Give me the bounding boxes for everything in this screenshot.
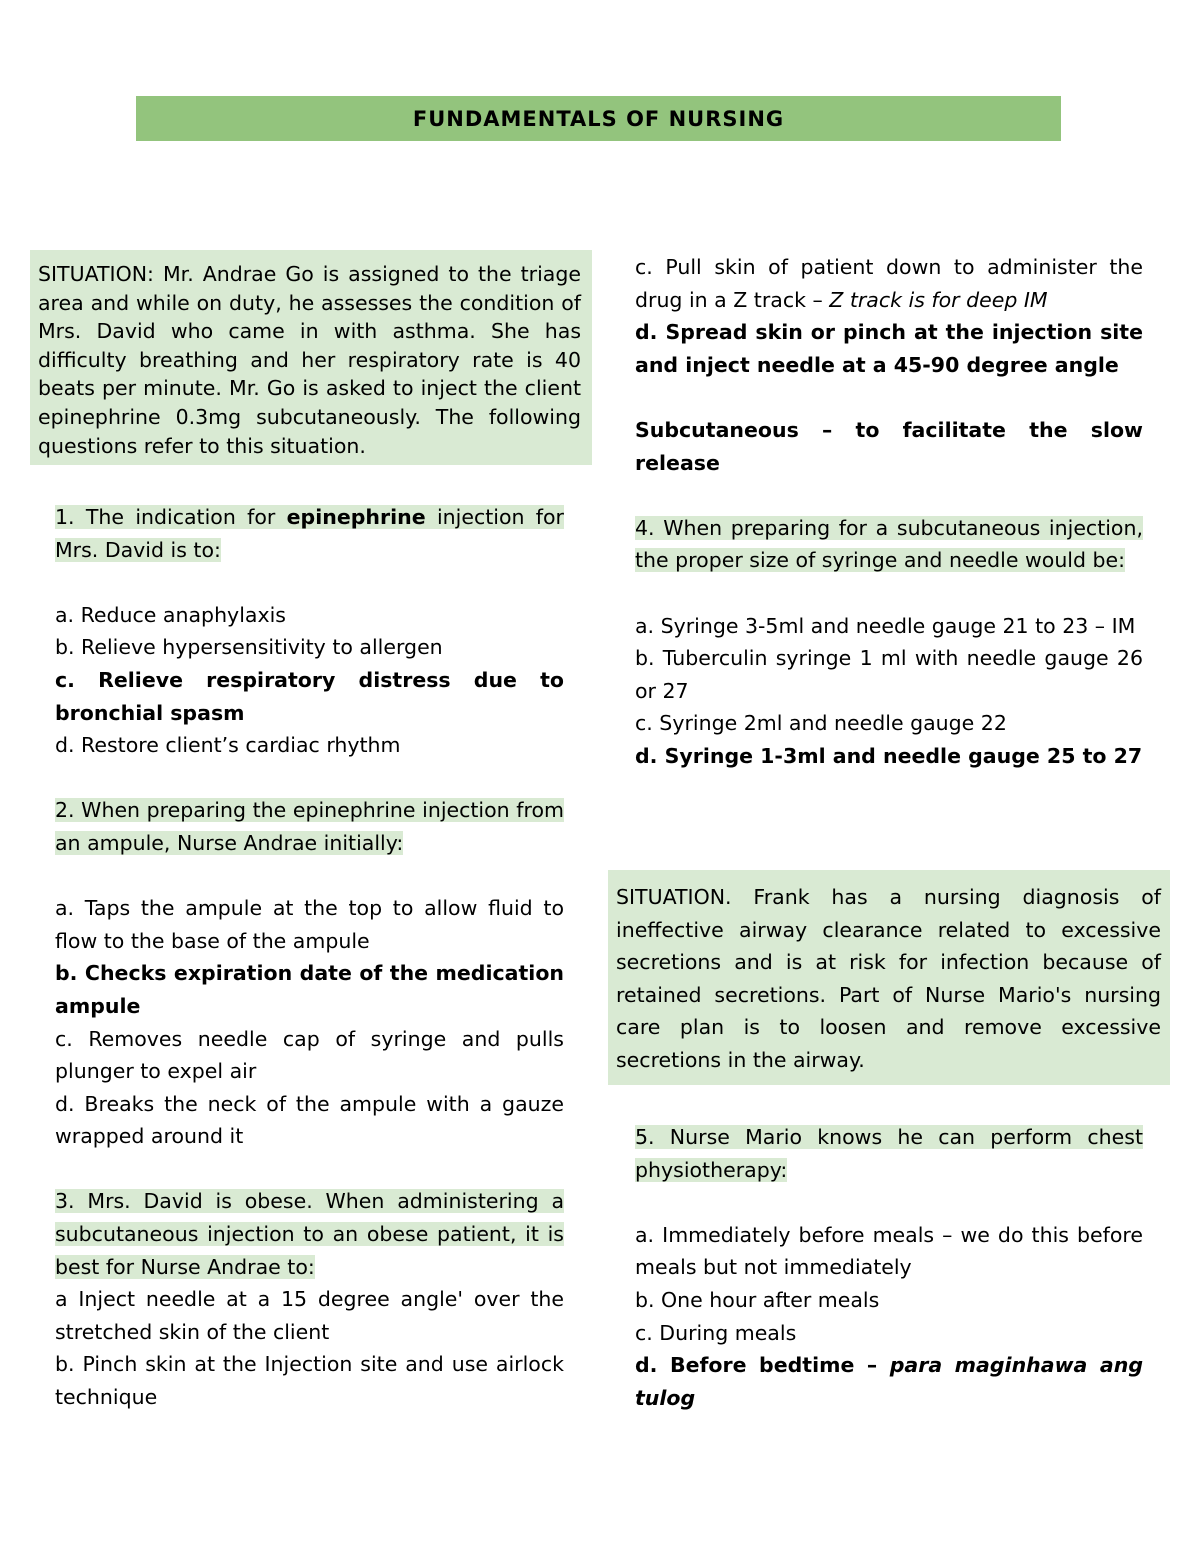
- question-5-stem: 5. Nurse Mario knows he can perform chest physiotherapy:: [635, 1125, 1143, 1182]
- question-4-option-a: a. Syringe 3-5ml and needle gauge 21 to 23 – IM: [635, 613, 1136, 638]
- question-1-stem: 1. The indication for epinephrine injection for Mrs. David is to:: [55, 505, 564, 562]
- question-5-option-b: b. One hour after meals: [635, 1287, 880, 1312]
- question-5-option-c: c. During meals: [635, 1320, 797, 1345]
- question-4-stem: 4. When preparing for a subcutaneous injection, the proper size of syringe and needle would be:: [635, 515, 1143, 573]
- situation-box-1: [30, 250, 592, 465]
- question-2-option-b: b. Checks expiration date of the medication ampule: [55, 961, 564, 1018]
- question-3-option-b: b. Pinch skin at the Injection site and use airlock technique: [55, 1352, 564, 1410]
- question-3-option-d: d. Spread skin or pinch at the injection site and inject needle at a 45-90 degree angle: [635, 320, 1143, 377]
- right-column-bottom: [635, 1121, 1143, 1414]
- question-5-option-a: a. Immediately before meals – we do this before meals but not immediately: [635, 1222, 1143, 1280]
- question-3-stem: 3. Mrs. David is obese. When administering a subcutaneous injection to an obese patient, it is best for Nurse Andrae to:: [55, 1189, 564, 1279]
- question-2-option-c: c. Removes needle cap of syringe and pulls plunger to expel air: [55, 1026, 564, 1084]
- question-3-option-c: c. Pull skin of patient down to administer the drug in a Z track – Z track is for deep IM: [635, 255, 1143, 312]
- question-4-option-d: d. Syringe 1-3ml and needle gauge 25 to 27: [635, 743, 1143, 768]
- page-title: FUNDAMENTALS OF NURSING: [136, 96, 1061, 141]
- question-3-note: Subcutaneous – to facilitate the slow release: [635, 417, 1143, 475]
- question-4-option-b: b. Tuberculin syringe 1 ml with needle gauge 26 or 27: [635, 646, 1143, 703]
- question-2-stem: 2. When preparing the epinephrine injection from an ampule, Nurse Andrae initially:: [55, 798, 564, 855]
- question-5-option-d: d. Before bedtime – para maginhawa ang tulog: [635, 1353, 1143, 1410]
- right-column-top: [635, 251, 1143, 773]
- question-4-option-c: c. Syringe 2ml and needle gauge 22: [635, 711, 1007, 736]
- left-column: [55, 501, 564, 1414]
- question-2-option-a: a. Taps the ampule at the top to allow fluid to flow to the base of the ampule: [55, 896, 564, 953]
- situation-box-2: [608, 870, 1170, 1085]
- question-1-option-c: c. Relieve respiratory distress due to bronchial spasm: [55, 667, 564, 725]
- situation-2-text: SITUATION. Frank has a nursing diagnosis of ineffective airway clearance related to excessive secretions and is at risk for infection because of retained secretions. Part of Nurse Mario's nursing care plan is to loosen and remove excessive secretions in the airway.: [616, 885, 1161, 1072]
- question-1-option-b: b. Relieve hypersensitivity to allergen: [55, 635, 443, 660]
- question-3-option-a: a Inject needle at a 15 degree angle' over the stretched skin of the client: [55, 1287, 564, 1344]
- question-1-option-d: d. Restore client’s cardiac rhythm: [55, 733, 401, 758]
- question-1-option-a: a. Reduce anaphylaxis: [55, 602, 286, 627]
- situation-text: SITUATION: Mr. Andrae Go is assigned to the triage area and while on duty, he assesses the condition of Mrs. David who came in with asthma. She has difficulty breathing and her respiratory rate is 40 beats per minute. Mr. Go is asked to inject the client epinephrine 0.3mg subcutaneously. The following questions refer to this situation.: [38, 262, 581, 458]
- question-2-option-d: d. Breaks the neck of the ampule with a gauze wrapped around it: [55, 1091, 564, 1149]
